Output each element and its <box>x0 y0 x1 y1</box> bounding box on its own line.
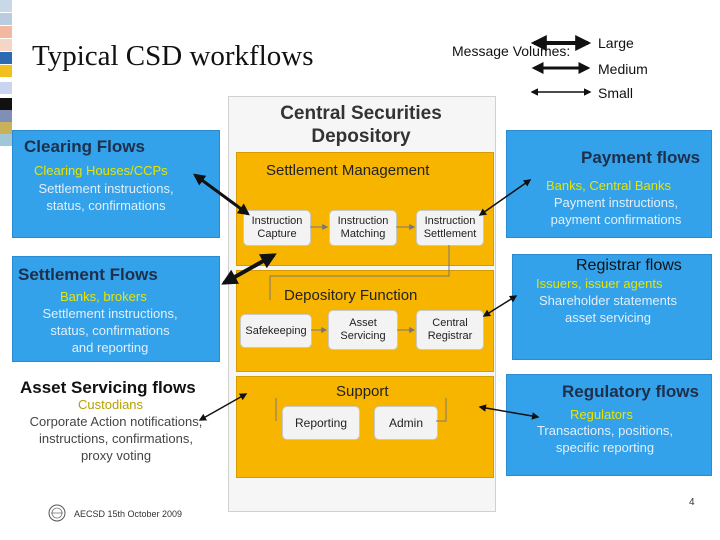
depository-function-title: Depository Function <box>284 287 418 304</box>
settlement-desc-line3: and reporting <box>71 340 149 355</box>
registrar-flows-title: Registrar flows <box>576 257 682 274</box>
payment-flows-subtitle: Banks, Central Banks <box>546 178 672 193</box>
page-title: Typical CSD workflows <box>32 40 314 72</box>
regulatory-flows-title: Regulatory flows <box>562 382 699 401</box>
registrar-desc-line1: Shareholder statements <box>538 293 678 308</box>
regulatory-arrow <box>480 407 538 417</box>
regulatory-flows-subtitle: Regulators <box>570 407 633 422</box>
settlement-arrow <box>224 255 274 283</box>
payment-arrow <box>480 180 530 215</box>
clearing-desc-line2: status, confirmations <box>46 198 166 213</box>
asset-servicing-flows-subtitle: Custodians <box>78 397 144 412</box>
reporting-item: Reporting <box>282 406 360 440</box>
settlement-flows-title: Settlement Flows <box>18 265 158 284</box>
legend-large-label: Large <box>598 35 634 51</box>
registrar-arrow <box>484 296 516 316</box>
payment-desc-line1: Payment instructions, <box>553 195 679 210</box>
legend-medium-label: Medium <box>598 61 648 77</box>
clearing-flows-title: Clearing Flows <box>24 137 145 156</box>
registrar-flows-subtitle: Issuers, issuer agents <box>536 276 663 291</box>
admin-item: Admin <box>374 406 438 440</box>
settlement-flows-subtitle: Banks, brokers <box>60 289 147 304</box>
settlement-desc-line2: status, confirmations <box>50 323 170 338</box>
support-connector-right <box>436 398 446 421</box>
legend-heading: Message Volumes: <box>452 43 571 59</box>
settlement-desc-line1: Settlement instructions, <box>42 306 178 321</box>
page-number: 4 <box>689 497 695 508</box>
settlement-management-title: Settlement Management <box>266 162 430 179</box>
asset-servicing-arrow <box>200 394 246 420</box>
regulatory-desc-line1: Transactions, positions, <box>536 423 674 438</box>
csd-title-line1: Central Securities <box>280 103 442 124</box>
asset-desc-line1: Corporate Action notifications, <box>29 414 203 429</box>
asset-servicing-item: Asset Servicing <box>328 310 398 350</box>
asset-desc-line2: instructions, confirmations, <box>39 431 193 446</box>
instruction-matching-step: Instruction Matching <box>329 210 397 246</box>
instruction-capture-step: Instruction Capture <box>243 210 311 246</box>
legend-small-label: Small <box>598 85 634 101</box>
safekeeping-item: Safekeeping <box>240 314 312 348</box>
settlement-to-depository <box>270 245 449 300</box>
clearing-flows-subtitle: Clearing Houses/CCPs <box>34 163 168 178</box>
registrar-desc-line2: asset servicing <box>565 310 651 325</box>
regulatory-desc-line2: specific reporting <box>555 440 655 455</box>
support-title: Support <box>336 383 389 400</box>
clearing-arrow <box>195 175 248 214</box>
central-registrar-item: Central Registrar <box>416 310 484 350</box>
payment-flows-title: Payment flows <box>581 148 701 167</box>
payment-desc-line2: payment confirmations <box>550 212 682 227</box>
asset-desc-line3: proxy voting <box>80 448 152 463</box>
asset-servicing-flows-title: Asset Servicing flows <box>20 378 196 397</box>
instruction-settlement-step: Instruction Settlement <box>416 210 484 246</box>
clearing-desc-line1: Settlement instructions, <box>38 181 174 196</box>
csd-title-line2: Depository <box>311 126 411 147</box>
footer-text: AECSD 15th October 2009 <box>74 509 183 519</box>
